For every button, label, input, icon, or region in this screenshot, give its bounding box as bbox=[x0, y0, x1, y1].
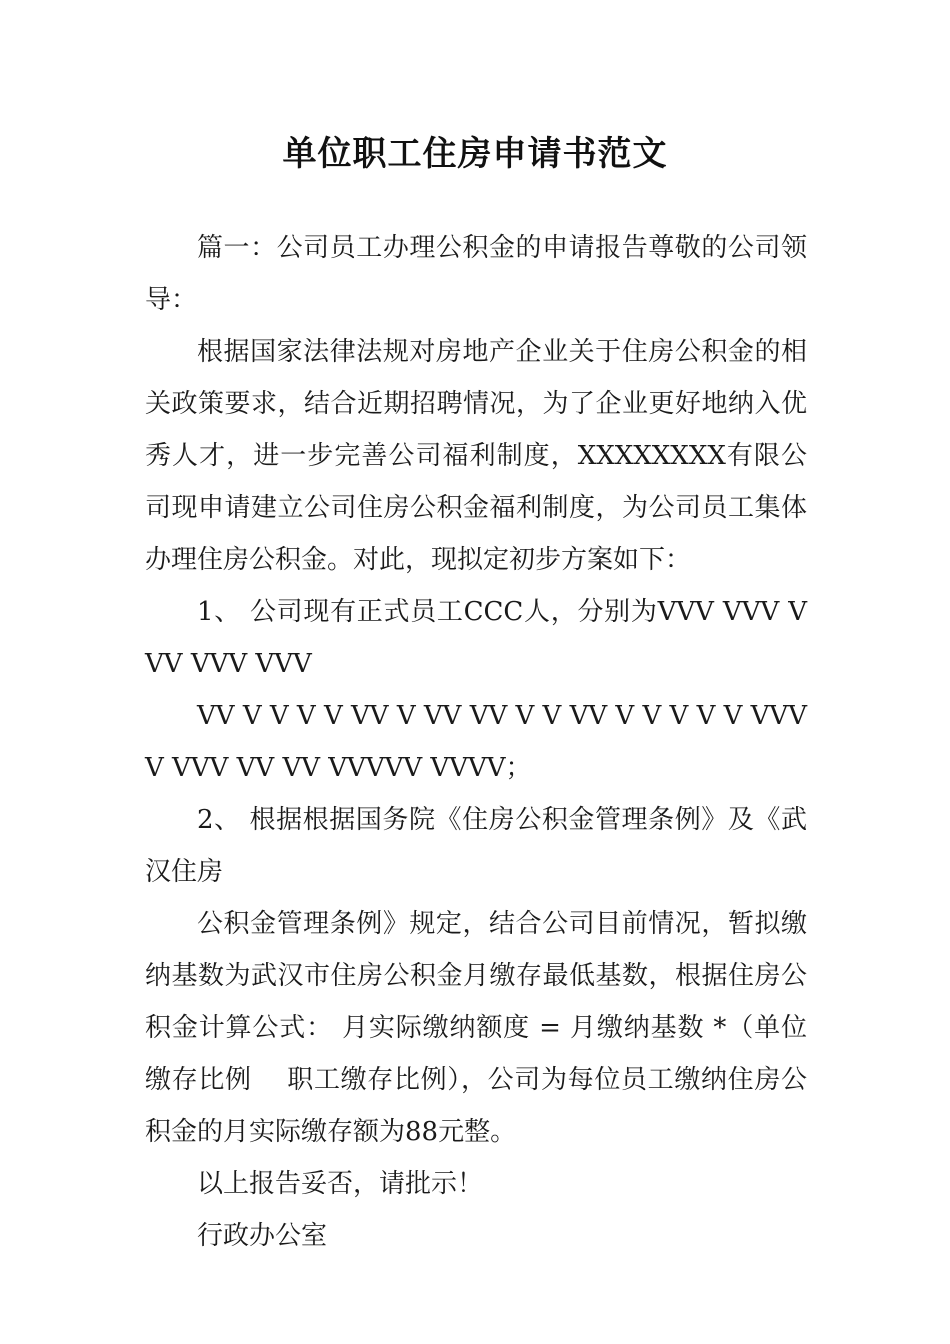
paragraph-item-2: 2、 根据根据国务院《住房公积金管理条例》及《武汉住房 bbox=[145, 805, 807, 887]
document-title: 单位职工住房申请书范文 bbox=[282, 134, 668, 174]
paragraph-item-1: 1、 公司现有正式员工CCC人，分别为VVV VVV VVV VVV VVV bbox=[145, 597, 807, 679]
paragraph-signature: 行政办公室 bbox=[197, 1221, 328, 1251]
paragraph-item-2-continued: 公积金管理条例》规定，结合公司目前情况，暂拟缴纳基数为武汉市住房公积金月缴存最低基数，根据住房公积金计算公式： 月实际缴纳额度 = 月缴纳基数 *（单位缴存比例 职工缴存比例），公司为每位员工缴纳住房公积金的月实际缴存额为88元整。 bbox=[145, 909, 807, 1147]
paragraph-closing: 以上报告妥否，请批示！ bbox=[197, 1169, 484, 1199]
paragraph-salutation: 篇一：公司员工办理公积金的申请报告尊敬的公司领导： bbox=[145, 233, 807, 315]
paragraph-item-1-continued: VV V V V V VV V VV VV V V VV V V V V V VVVV VVV VV VV VVVVV VVVV； bbox=[145, 701, 807, 783]
document-body bbox=[145, 222, 807, 1262]
paragraph-intro: 根据国家法律法规对房地产企业关于住房公积金的相关政策要求，结合近期招聘情况，为了企业更好地纳入优秀人才，进一步完善公司福利制度，XXXXXXXX有限公司现申请建立公司住房公积金福利制度，为公司员工集体办理住房公积金。对此，现拟定初步方案如下： bbox=[145, 337, 807, 575]
